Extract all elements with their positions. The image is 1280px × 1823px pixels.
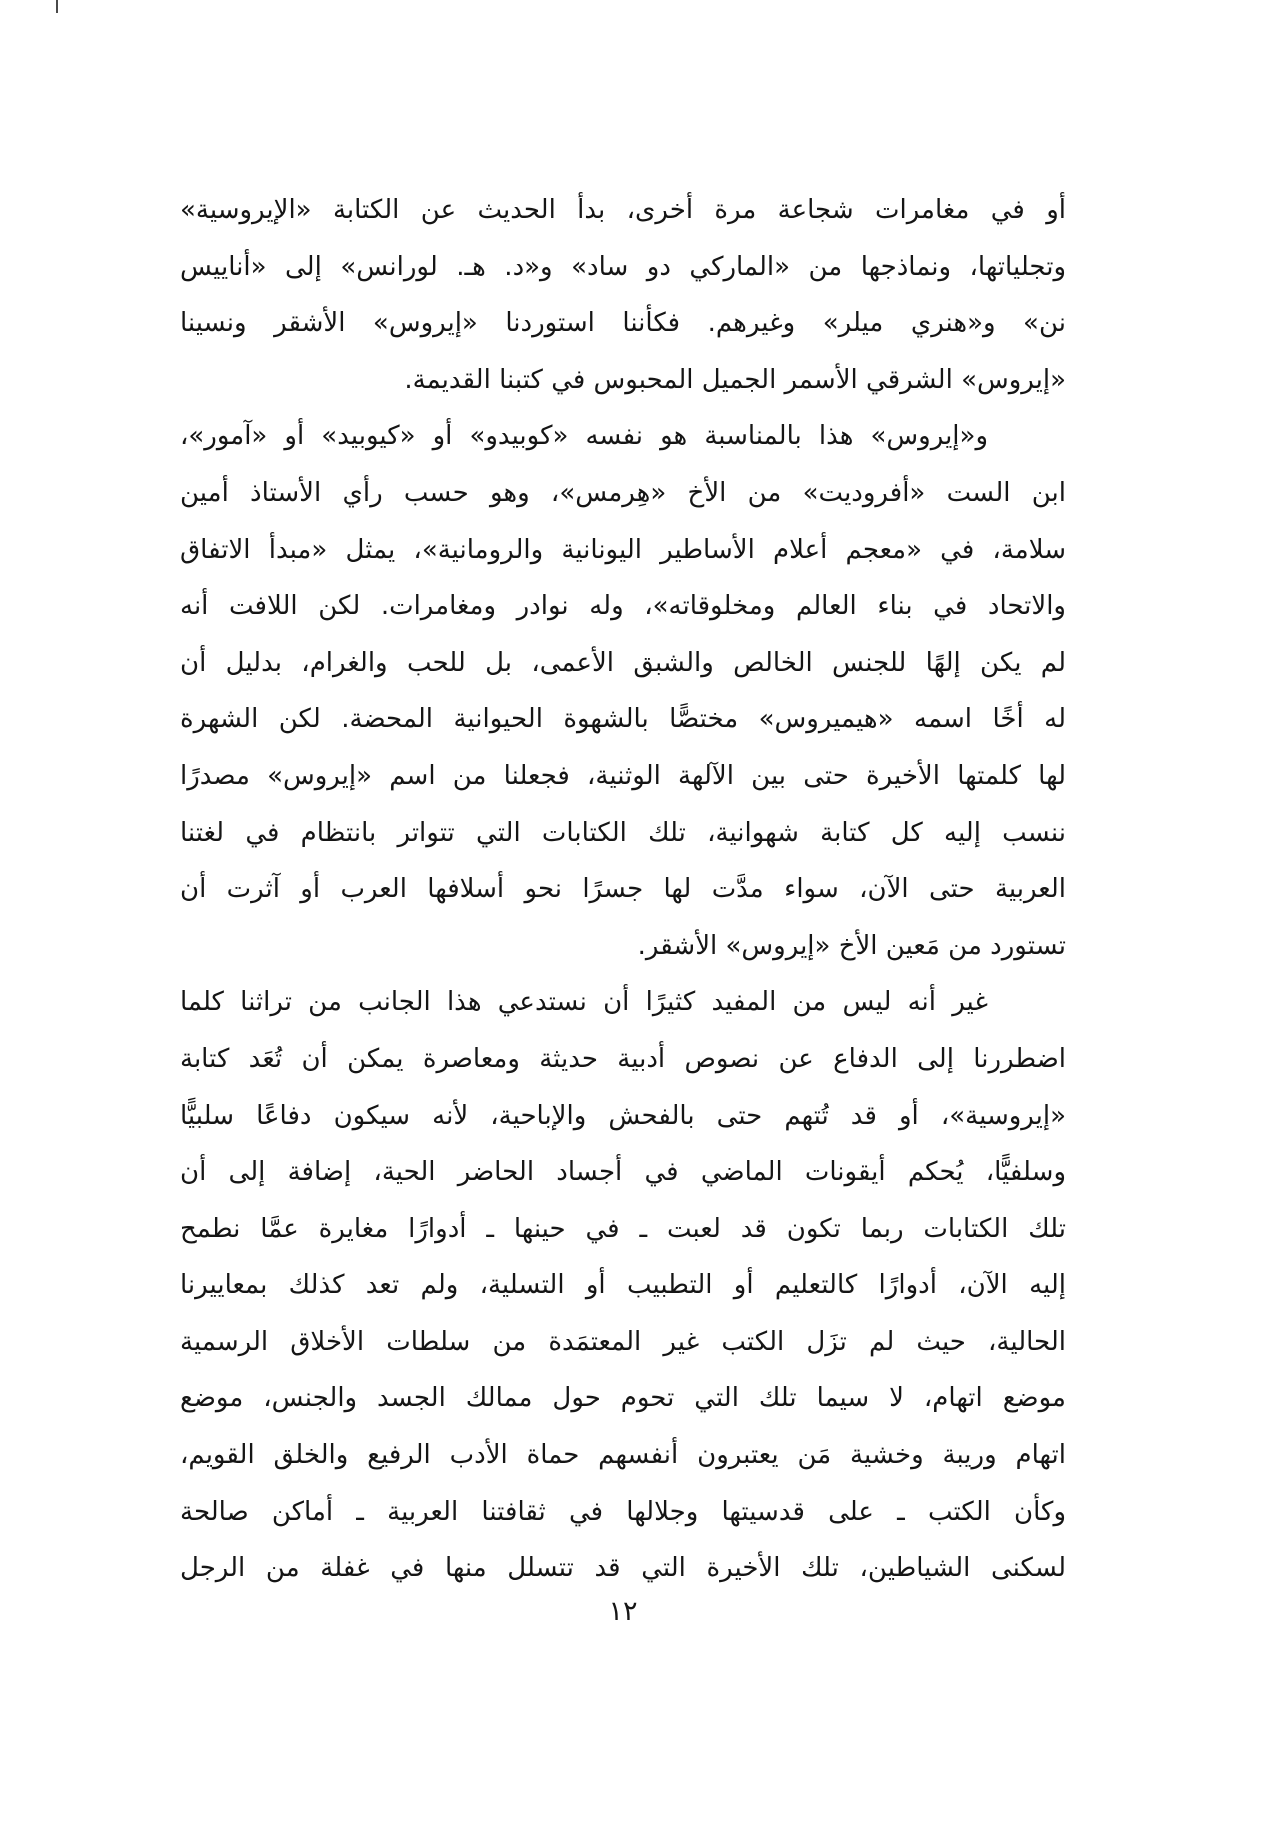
text-line: وسلفيًّا، يُحكم أيقونات الماضي في أجساد الحاضر الحية، إضافة إلى أن (180, 1157, 1066, 1188)
text-line: ابن الست «أفروديت» من الأخ «هِرمس»، وهو حسب رأي الأستاذ أمين (180, 477, 1066, 508)
text-line: ننسب إليه كل كتابة شهوانية، تلك الكتابات التي تتواتر بانتظام في لغتنا (180, 817, 1066, 848)
page-number: ١٢ (608, 1596, 638, 1627)
text-line: تستورد من مَعين الأخ «إيروس» الأشقر. (637, 930, 1066, 961)
text-line: العربية حتى الآن، سواء مدَّت لها جسرًا نحو أسلافها العرب أو آثرت أن (180, 874, 1066, 905)
text-line: تلك الكتابات ربما تكون قد لعبت ـ في حينها ـ أدوارًا مغايرة عمَّا نطمح (180, 1213, 1066, 1244)
text-line: لم يكن إلهًا للجنس الخالص والشبق الأعمى، بل للحب والغرام، بدليل أن (180, 647, 1066, 678)
text-line: و«إيروس» هذا بالمناسبة هو نفسه «كوبيدو» أو «كيوبيد» أو «آمور»، (180, 421, 988, 452)
text-line: الحالية، حيث لم تزَل الكتب غير المعتمَدة من سلطات الأخلاق الرسمية (180, 1326, 1066, 1357)
text-line: له أخًا اسمه «هيميروس» مختصًّا بالشهوة الحيوانية المحضة. لكن الشهرة (180, 704, 1066, 735)
text-line: والاتحاد في بناء العالم ومخلوقاته»، وله نوادر ومغامرات. لكن اللافت أنه (180, 591, 1066, 622)
text-line: غير أنه ليس من المفيد كثيرًا أن نستدعي هذا الجانب من تراثنا كلما (180, 987, 988, 1018)
text-line: نن» و«هنري ميلر» وغيرهم. فكأننا استوردنا «إيروس» الأشقر ونسينا (180, 308, 1066, 339)
text-line: وكأن الكتب ـ على قدسيتها وجلالها في ثقافتنا العربية ـ أماكن صالحة (180, 1496, 1066, 1527)
text-block (180, 182, 1066, 1597)
text-line: أو في مغامرات شجاعة مرة أخرى، بدأ الحديث عن الكتابة «الإيروسية» (180, 195, 1066, 225)
text-line: إليه الآن، أدوارًا كالتعليم أو التطبيب أو التسلية، ولم تعد كذلك بمعاييرنا (180, 1270, 1066, 1301)
text-line: سلامة، في «معجم أعلام الأساطير اليونانية والرومانية»، يمثل «مبدأ الاتفاق (180, 534, 1066, 565)
text-line: اضطررنا إلى الدفاع عن نصوص أدبية حديثة ومعاصرة يمكن أن تُعَد كتابة (180, 1043, 1066, 1074)
crop-mark (56, 0, 58, 13)
text-line: «إيروس» الشرقي الأسمر الجميل المحبوس في كتبنا القديمة. (404, 364, 1066, 395)
text-line: وتجلياتها، ونماذجها من «الماركي دو ساد» و«د. هـ. لورانس» إلى «أناييس (180, 251, 1066, 282)
text-line: لها كلمتها الأخيرة حتى بين الآلهة الوثنية، فجعلنا من اسم «إيروس» مصدرًا (180, 760, 1066, 791)
text-line: لسكنى الشياطين، تلك الأخيرة التي قد تتسلل منها في غفلة من الرجل (180, 1553, 1066, 1584)
text-line: اتهام وريبة وخشية مَن يعتبرون أنفسهم حماة الأدب الرفيع والخلق القويم، (180, 1440, 1066, 1471)
text-line: «إيروسية»، أو قد تُتهم حتى بالفحش والإباحية، لأنه سيكون دفاعًا سلبيًّا (180, 1100, 1066, 1131)
text-line: موضع اتهام، لا سيما تلك التي تحوم حول ممالك الجسد والجنس، موضع (180, 1383, 1066, 1414)
